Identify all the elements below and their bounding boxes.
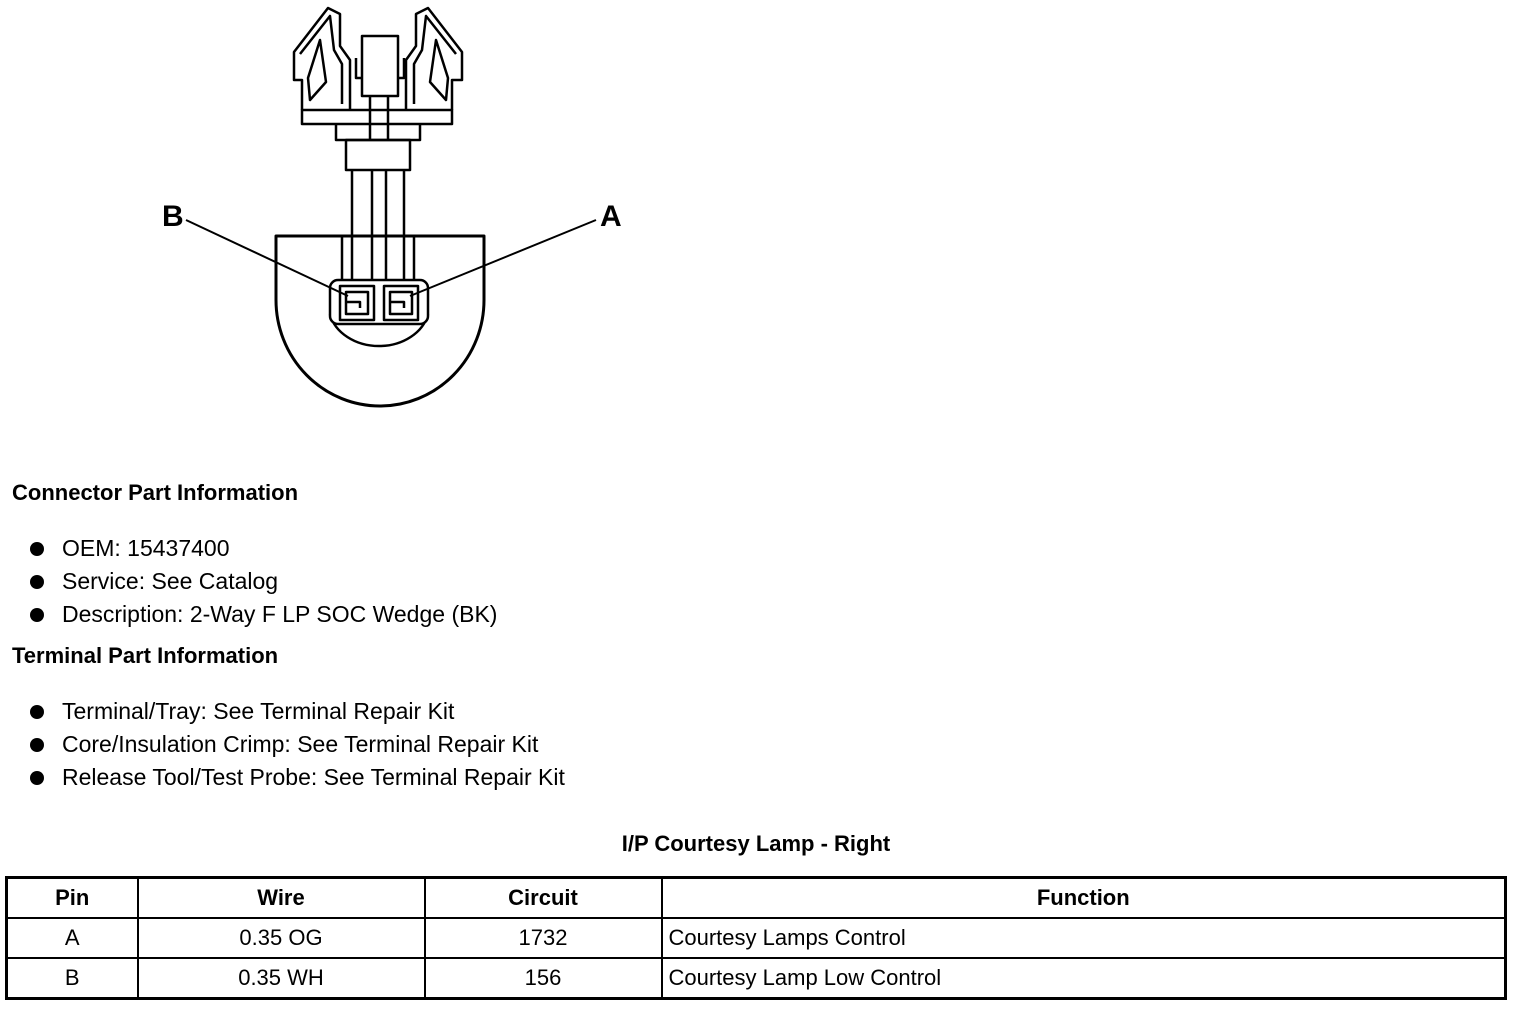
lamp-flange <box>302 110 452 124</box>
header-pin: Pin <box>7 878 138 919</box>
bullet-icon <box>30 771 44 785</box>
connector-face-diagram <box>0 0 700 420</box>
header-function: Function <box>662 878 1506 919</box>
terminal-part-info-list <box>28 695 565 794</box>
bullet-icon <box>30 738 44 752</box>
list-item: Release Tool/Test Probe: See Terminal Repair Kit <box>28 761 565 794</box>
bullet-icon <box>30 542 44 556</box>
lamp-neck <box>346 140 410 170</box>
lamp-top-block <box>362 36 398 96</box>
cell-wire: 0.35 OG <box>138 918 425 958</box>
cell-wire: 0.35 WH <box>138 958 425 999</box>
terminal-part-info-heading: Terminal Part Information <box>12 643 279 668</box>
cell-circuit: 156 <box>425 958 662 999</box>
list-item: Terminal/Tray: See Terminal Repair Kit <box>28 695 565 728</box>
connector-part-info-heading: Connector Part Information <box>12 480 299 505</box>
list-item: OEM: 15437400 <box>28 532 497 565</box>
list-item: Core/Insulation Crimp: See Terminal Repair Kit <box>28 728 565 761</box>
bullet-icon <box>30 705 44 719</box>
pin-label-a: A <box>600 200 622 233</box>
cell-circuit: 1732 <box>425 918 662 958</box>
cell-function: Courtesy Lamps Control <box>662 918 1506 958</box>
pin-label-b: B <box>162 200 184 233</box>
list-item: Description: 2-Way F LP SOC Wedge (BK) <box>28 598 497 631</box>
list-item: Service: See Catalog <box>28 565 497 598</box>
header-wire: Wire <box>138 878 425 919</box>
table-row <box>7 958 1506 999</box>
bullet-icon <box>30 575 44 589</box>
bullet-icon <box>30 608 44 622</box>
table-row <box>7 918 1506 958</box>
cell-pin: A <box>7 918 138 958</box>
pinout-table <box>5 876 1507 1000</box>
table-header-row <box>7 878 1506 919</box>
header-circuit: Circuit <box>425 878 662 919</box>
cell-function: Courtesy Lamp Low Control <box>662 958 1506 999</box>
cell-pin: B <box>7 958 138 999</box>
connector-part-info-list <box>28 532 497 631</box>
table-title: I/P Courtesy Lamp - Right <box>621 831 891 856</box>
